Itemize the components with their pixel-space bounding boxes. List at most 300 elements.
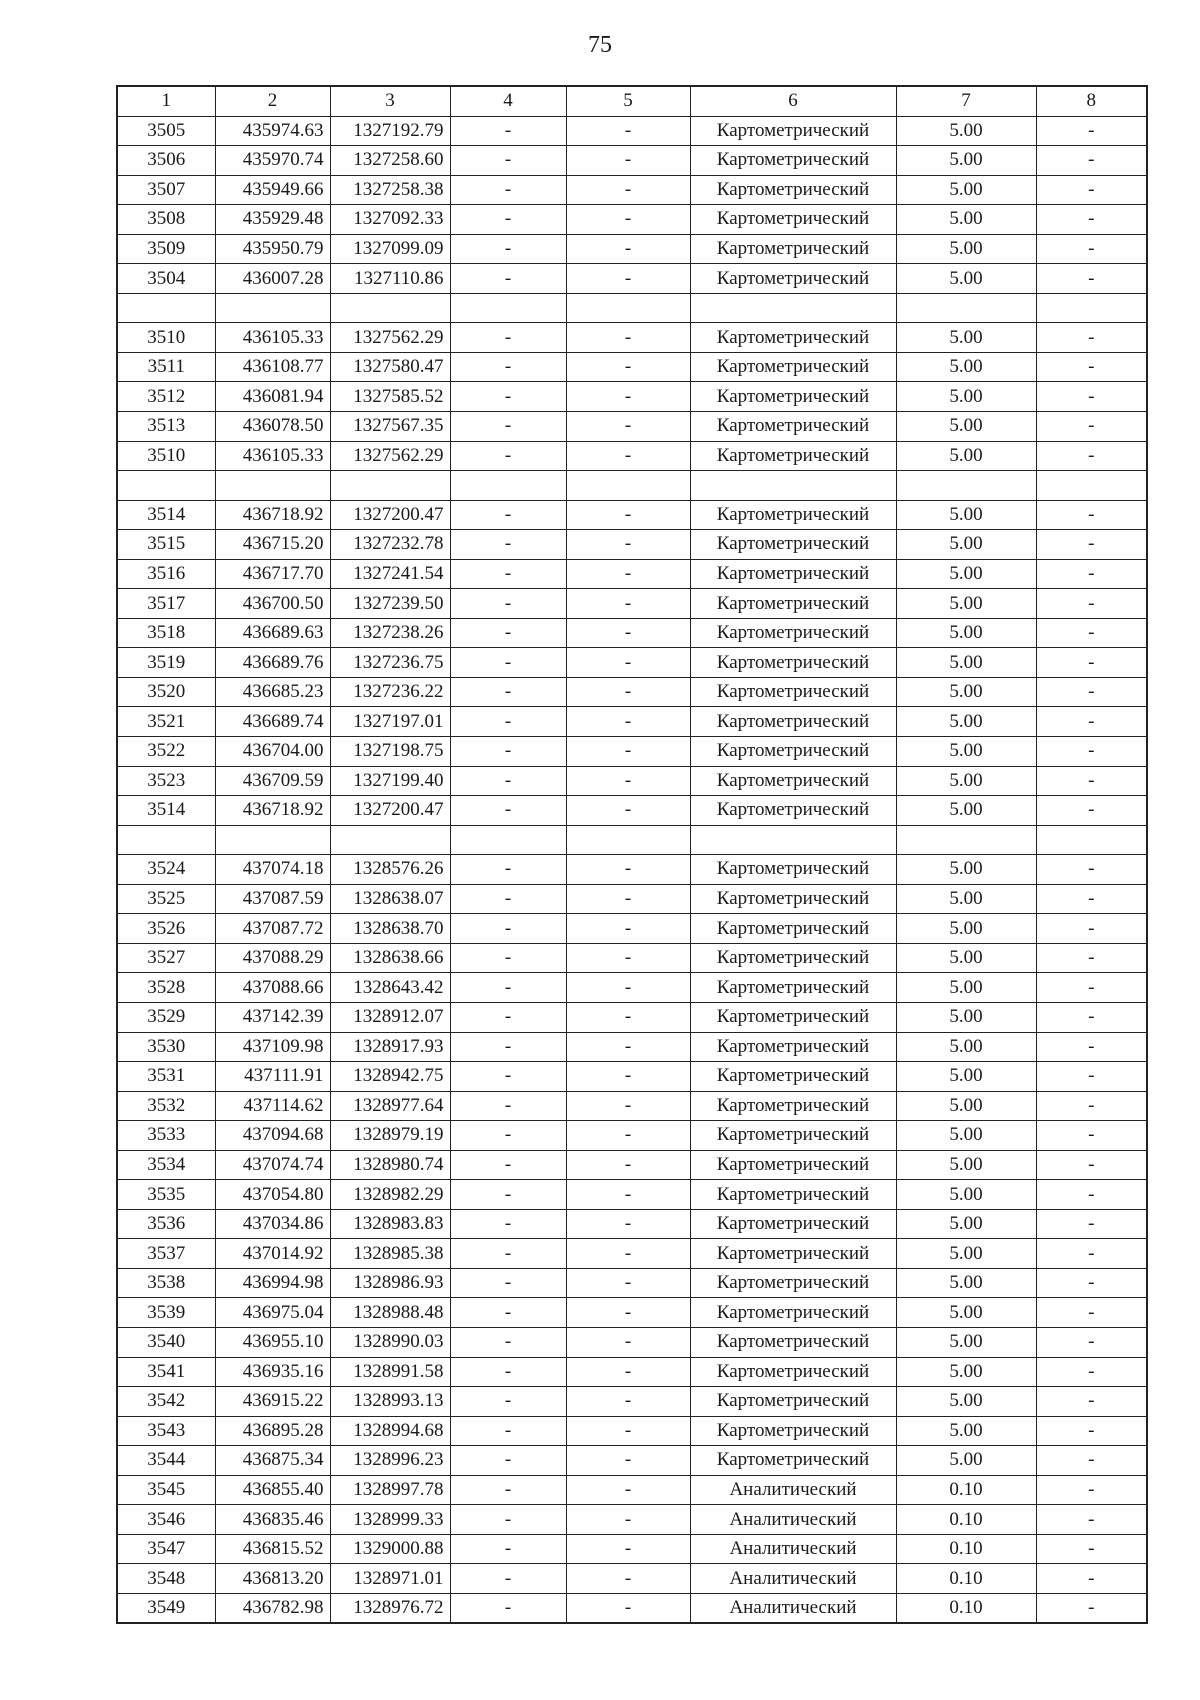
table-cell: 436895.28 — [215, 1416, 330, 1446]
table-cell: 5.00 — [896, 914, 1036, 944]
table-cell: 5.00 — [896, 796, 1036, 826]
table-cell: - — [450, 175, 566, 205]
table-cell: - — [1036, 648, 1147, 678]
table-cell: - — [450, 530, 566, 560]
table-cell: Картометрический — [690, 205, 896, 235]
table-cell: - — [1036, 1091, 1147, 1121]
table-cell: 0.10 — [896, 1593, 1036, 1623]
table-cell: - — [450, 1593, 566, 1623]
table-cell: Картометрический — [690, 973, 896, 1003]
table-cell: 435974.63 — [215, 116, 330, 146]
table-cell: - — [450, 1180, 566, 1210]
table-cell: 3527 — [117, 943, 215, 973]
table-cell: - — [566, 1150, 690, 1180]
table-cell: - — [450, 1387, 566, 1417]
header-row — [117, 86, 1147, 116]
table-cell: 436078.50 — [215, 412, 330, 442]
table-cell: - — [566, 855, 690, 885]
table-cell: - — [566, 323, 690, 353]
table-cell: - — [450, 1357, 566, 1387]
table-cell: - — [566, 559, 690, 589]
table-cell: - — [450, 618, 566, 648]
table-cell: 1328991.58 — [330, 1357, 450, 1387]
table-cell: 3542 — [117, 1387, 215, 1417]
table-cell: Аналитический — [690, 1475, 896, 1505]
table-row — [117, 943, 1147, 973]
table-cell: Картометрический — [690, 648, 896, 678]
table-cell: 3529 — [117, 1002, 215, 1032]
table-row — [117, 1357, 1147, 1387]
table-cell: 437088.29 — [215, 943, 330, 973]
table-cell: Картометрический — [690, 264, 896, 294]
table-cell: - — [566, 1505, 690, 1535]
table-cell: - — [1036, 1327, 1147, 1357]
table-row — [117, 884, 1147, 914]
table-cell: - — [450, 146, 566, 176]
table-row — [117, 441, 1147, 471]
table-cell — [330, 471, 450, 501]
table-cell: 1327099.09 — [330, 234, 450, 264]
coordinates-table — [116, 85, 1148, 1624]
table-row — [117, 352, 1147, 382]
table-cell: 3539 — [117, 1298, 215, 1328]
table-row — [117, 1180, 1147, 1210]
table-cell: - — [450, 973, 566, 1003]
table-cell: - — [450, 589, 566, 619]
table-cell: 1327238.26 — [330, 618, 450, 648]
table-cell — [117, 825, 215, 855]
table-cell: 3505 — [117, 116, 215, 146]
table-cell: - — [450, 116, 566, 146]
table-cell: 3523 — [117, 766, 215, 796]
table-cell: - — [566, 943, 690, 973]
table-cell: 3537 — [117, 1239, 215, 1269]
table-cell: 3520 — [117, 677, 215, 707]
table-cell: Картометрический — [690, 677, 896, 707]
table-cell: 437111.91 — [215, 1062, 330, 1092]
table-cell: 5.00 — [896, 146, 1036, 176]
table-cell: 1327110.86 — [330, 264, 450, 294]
table-cell: - — [566, 1121, 690, 1151]
table-cell: 5.00 — [896, 943, 1036, 973]
table-cell: - — [1036, 559, 1147, 589]
table-cell: 5.00 — [896, 1327, 1036, 1357]
table-cell: 5.00 — [896, 1387, 1036, 1417]
table-cell: 437087.72 — [215, 914, 330, 944]
table-cell: - — [450, 1564, 566, 1594]
table-cell: - — [1036, 1002, 1147, 1032]
table-cell: - — [1036, 914, 1147, 944]
table-cell: 1327241.54 — [330, 559, 450, 589]
table-cell: Картометрический — [690, 352, 896, 382]
table-cell: 3517 — [117, 589, 215, 619]
table-cell: - — [1036, 1564, 1147, 1594]
table-cell: 1327239.50 — [330, 589, 450, 619]
table-cell — [566, 293, 690, 323]
table-cell: 1328986.93 — [330, 1268, 450, 1298]
table-cell: 437088.66 — [215, 973, 330, 1003]
table-cell: - — [566, 205, 690, 235]
table-row — [117, 382, 1147, 412]
table-cell: 437142.39 — [215, 1002, 330, 1032]
table-cell: 437087.59 — [215, 884, 330, 914]
table-cell: - — [450, 707, 566, 737]
table-cell: 436700.50 — [215, 589, 330, 619]
table-cell: 3525 — [117, 884, 215, 914]
table-cell: 1328976.72 — [330, 1593, 450, 1623]
table-cell: Картометрический — [690, 1032, 896, 1062]
table-row — [117, 264, 1147, 294]
table-cell: 3518 — [117, 618, 215, 648]
table-cell — [450, 293, 566, 323]
table-cell: 3504 — [117, 264, 215, 294]
table-cell: 5.00 — [896, 884, 1036, 914]
table-cell: 3541 — [117, 1357, 215, 1387]
table-cell: - — [450, 1505, 566, 1535]
table-cell: 1328997.78 — [330, 1475, 450, 1505]
table-cell: Картометрический — [690, 1180, 896, 1210]
table-cell: Аналитический — [690, 1593, 896, 1623]
table-row — [117, 1298, 1147, 1328]
table-cell: - — [566, 1593, 690, 1623]
table-cell: - — [450, 1150, 566, 1180]
table-cell: Аналитический — [690, 1534, 896, 1564]
table-cell: - — [1036, 766, 1147, 796]
table-cell: - — [1036, 264, 1147, 294]
table-cell — [690, 471, 896, 501]
table-cell: Картометрический — [690, 1268, 896, 1298]
table-cell: 436105.33 — [215, 323, 330, 353]
table-cell: 1328982.29 — [330, 1180, 450, 1210]
table-cell: 3546 — [117, 1505, 215, 1535]
table-cell: 1328996.23 — [330, 1446, 450, 1476]
table-cell: - — [450, 382, 566, 412]
table-cell: 436915.22 — [215, 1387, 330, 1417]
table-cell: 5.00 — [896, 1121, 1036, 1151]
table-cell: - — [1036, 234, 1147, 264]
table-cell: Картометрический — [690, 855, 896, 885]
table-cell — [690, 293, 896, 323]
table-cell: - — [450, 1298, 566, 1328]
table-cell: - — [450, 766, 566, 796]
table-cell: 1328977.64 — [330, 1091, 450, 1121]
table-cell: 0.10 — [896, 1475, 1036, 1505]
table-cell: - — [1036, 1534, 1147, 1564]
table-cell: 5.00 — [896, 352, 1036, 382]
table-cell: - — [450, 559, 566, 589]
table-cell: 3543 — [117, 1416, 215, 1446]
table-cell: 3514 — [117, 796, 215, 826]
table-row — [117, 1150, 1147, 1180]
table-cell: - — [1036, 500, 1147, 530]
table-cell: - — [1036, 1357, 1147, 1387]
table-cell: 5.00 — [896, 973, 1036, 1003]
table-cell: 1327198.75 — [330, 737, 450, 767]
table-cell: 5.00 — [896, 1062, 1036, 1092]
table-cell: - — [566, 234, 690, 264]
table-cell: - — [566, 1534, 690, 1564]
table-cell: 436782.98 — [215, 1593, 330, 1623]
table-cell: 5.00 — [896, 1357, 1036, 1387]
table-cell — [566, 471, 690, 501]
table-cell: 1328576.26 — [330, 855, 450, 885]
table-cell: 436835.46 — [215, 1505, 330, 1535]
table-cell: Картометрический — [690, 234, 896, 264]
column-header: 4 — [450, 86, 566, 116]
table-cell: 1328638.07 — [330, 884, 450, 914]
table-cell: - — [566, 1327, 690, 1357]
table-cell: 5.00 — [896, 766, 1036, 796]
column-header: 7 — [896, 86, 1036, 116]
blank-separator-row — [117, 293, 1147, 323]
table-cell: - — [450, 1446, 566, 1476]
table-cell: - — [450, 648, 566, 678]
table-cell: - — [450, 1121, 566, 1151]
table-cell: Картометрический — [690, 884, 896, 914]
table-row — [117, 1091, 1147, 1121]
table-cell: - — [1036, 441, 1147, 471]
table-cell: 5.00 — [896, 412, 1036, 442]
table-cell: 1327199.40 — [330, 766, 450, 796]
table-cell: 1327258.38 — [330, 175, 450, 205]
table-cell: 1328971.01 — [330, 1564, 450, 1594]
table-cell: 436689.76 — [215, 648, 330, 678]
table-cell: 5.00 — [896, 707, 1036, 737]
table-cell: - — [450, 1091, 566, 1121]
table-cell: 5.00 — [896, 1091, 1036, 1121]
table-row — [117, 677, 1147, 707]
table-cell: - — [1036, 412, 1147, 442]
table-cell: - — [566, 1475, 690, 1505]
table-cell: 437034.86 — [215, 1209, 330, 1239]
table-cell — [117, 293, 215, 323]
table-cell: 1328990.03 — [330, 1327, 450, 1357]
table-cell — [896, 471, 1036, 501]
table-cell: - — [450, 500, 566, 530]
table-cell: 436105.33 — [215, 441, 330, 471]
table-cell: - — [1036, 382, 1147, 412]
table-cell: 3530 — [117, 1032, 215, 1062]
table-cell: 437074.18 — [215, 855, 330, 885]
table-cell — [566, 825, 690, 855]
column-header: 8 — [1036, 86, 1147, 116]
table-row — [117, 1062, 1147, 1092]
table-row — [117, 1446, 1147, 1476]
table-cell: 1327200.47 — [330, 796, 450, 826]
table-cell: - — [566, 116, 690, 146]
table-cell: Картометрический — [690, 1416, 896, 1446]
table-row — [117, 1475, 1147, 1505]
table-cell: - — [566, 382, 690, 412]
table-row — [117, 146, 1147, 176]
table-cell: 1328643.42 — [330, 973, 450, 1003]
table-row — [117, 1002, 1147, 1032]
table-cell: - — [1036, 175, 1147, 205]
table-cell: 0.10 — [896, 1534, 1036, 1564]
column-header: 5 — [566, 86, 690, 116]
table-row — [117, 205, 1147, 235]
table-cell: Картометрический — [690, 1327, 896, 1357]
table-cell: - — [450, 1534, 566, 1564]
table-cell: - — [566, 1564, 690, 1594]
table-cell: 436855.40 — [215, 1475, 330, 1505]
table-cell: 5.00 — [896, 1446, 1036, 1476]
table-cell: 3531 — [117, 1062, 215, 1092]
table-cell: - — [1036, 1121, 1147, 1151]
table-cell: - — [566, 884, 690, 914]
table-cell: - — [1036, 205, 1147, 235]
table-cell: Картометрический — [690, 1298, 896, 1328]
table-cell: 3509 — [117, 234, 215, 264]
table-cell — [450, 471, 566, 501]
table-row — [117, 323, 1147, 353]
table-cell: 1327562.29 — [330, 441, 450, 471]
table-cell: 436709.59 — [215, 766, 330, 796]
table-cell: 5.00 — [896, 116, 1036, 146]
table-cell: Картометрический — [690, 1091, 896, 1121]
table-cell: 3528 — [117, 973, 215, 1003]
table-cell: 5.00 — [896, 205, 1036, 235]
table-cell: - — [450, 1002, 566, 1032]
table-cell: Картометрический — [690, 1002, 896, 1032]
table-cell: - — [450, 884, 566, 914]
table-row — [117, 500, 1147, 530]
table-cell: - — [566, 1062, 690, 1092]
table-row — [117, 1239, 1147, 1269]
table-cell: 3538 — [117, 1268, 215, 1298]
table-cell: 5.00 — [896, 618, 1036, 648]
table-cell: 1328993.13 — [330, 1387, 450, 1417]
table-cell: Картометрический — [690, 441, 896, 471]
table-cell: Картометрический — [690, 589, 896, 619]
table-cell: - — [450, 677, 566, 707]
table-cell — [1036, 293, 1147, 323]
table-cell: 3540 — [117, 1327, 215, 1357]
table-row — [117, 1209, 1147, 1239]
table-cell: 3545 — [117, 1475, 215, 1505]
table-cell — [215, 471, 330, 501]
table-cell: - — [450, 1032, 566, 1062]
table-cell: - — [450, 234, 566, 264]
table-cell: Картометрический — [690, 737, 896, 767]
table-cell: 436875.34 — [215, 1446, 330, 1476]
table-cell: 3521 — [117, 707, 215, 737]
table-cell: - — [566, 1002, 690, 1032]
table-cell: - — [566, 737, 690, 767]
table-cell: - — [566, 618, 690, 648]
table-cell: - — [450, 1268, 566, 1298]
table-cell: - — [566, 1387, 690, 1417]
table-cell: 436715.20 — [215, 530, 330, 560]
table-cell: - — [566, 146, 690, 176]
table-cell: 436108.77 — [215, 352, 330, 382]
table-row — [117, 1593, 1147, 1623]
table-cell: - — [450, 796, 566, 826]
table-cell: - — [1036, 796, 1147, 826]
table-cell: - — [566, 914, 690, 944]
table-cell — [330, 825, 450, 855]
table-cell: 1327200.47 — [330, 500, 450, 530]
table-cell: 436689.74 — [215, 707, 330, 737]
table-cell: 1328988.48 — [330, 1298, 450, 1328]
table-cell: 5.00 — [896, 737, 1036, 767]
table-row — [117, 796, 1147, 826]
table-cell: - — [1036, 1416, 1147, 1446]
table-cell: - — [566, 648, 690, 678]
table-cell — [1036, 471, 1147, 501]
table-cell: - — [566, 1357, 690, 1387]
table-row — [117, 855, 1147, 885]
table-row — [117, 1564, 1147, 1594]
table-cell: 436704.00 — [215, 737, 330, 767]
table-cell — [450, 825, 566, 855]
table-cell: 436975.04 — [215, 1298, 330, 1328]
table-cell: 1328994.68 — [330, 1416, 450, 1446]
table-row — [117, 1268, 1147, 1298]
table-cell — [330, 293, 450, 323]
table-cell: - — [1036, 352, 1147, 382]
table-cell: - — [1036, 1505, 1147, 1535]
table-cell: 1327197.01 — [330, 707, 450, 737]
table-cell: - — [450, 943, 566, 973]
table-cell: - — [1036, 116, 1147, 146]
table-cell: 5.00 — [896, 234, 1036, 264]
table-cell: Картометрический — [690, 1357, 896, 1387]
table-cell: - — [450, 737, 566, 767]
table-cell: Картометрический — [690, 175, 896, 205]
table-cell: - — [450, 1209, 566, 1239]
column-header: 6 — [690, 86, 896, 116]
table-cell: - — [450, 1239, 566, 1269]
table-cell: 5.00 — [896, 559, 1036, 589]
table-cell: 3514 — [117, 500, 215, 530]
table-cell: 3522 — [117, 737, 215, 767]
table-cell: 435970.74 — [215, 146, 330, 176]
table-cell: 3544 — [117, 1446, 215, 1476]
table-cell: 5.00 — [896, 323, 1036, 353]
table-cell: 3516 — [117, 559, 215, 589]
table-cell: 1327567.35 — [330, 412, 450, 442]
table-row — [117, 1505, 1147, 1535]
table-cell: - — [566, 264, 690, 294]
page-number: 75 — [588, 32, 612, 58]
blank-separator-row — [117, 471, 1147, 501]
table-cell: 5.00 — [896, 677, 1036, 707]
table-cell: 3507 — [117, 175, 215, 205]
table-cell: - — [566, 352, 690, 382]
table-cell — [896, 293, 1036, 323]
table-row — [117, 1416, 1147, 1446]
table-cell: - — [566, 677, 690, 707]
table-cell: 5.00 — [896, 1416, 1036, 1446]
table-cell: 1328912.07 — [330, 1002, 450, 1032]
table-cell: - — [566, 1446, 690, 1476]
table-cell: 5.00 — [896, 1150, 1036, 1180]
table-row — [117, 973, 1147, 1003]
table-cell: - — [1036, 146, 1147, 176]
table-cell: - — [566, 1209, 690, 1239]
table-cell: - — [450, 352, 566, 382]
table-cell: - — [450, 323, 566, 353]
table-cell: 436718.92 — [215, 796, 330, 826]
table-cell: - — [566, 589, 690, 619]
table-cell: - — [1036, 1268, 1147, 1298]
table-cell: 1327092.33 — [330, 205, 450, 235]
column-header: 2 — [215, 86, 330, 116]
table-cell: 3508 — [117, 205, 215, 235]
table-cell: - — [1036, 323, 1147, 353]
table-cell: 1328917.93 — [330, 1032, 450, 1062]
